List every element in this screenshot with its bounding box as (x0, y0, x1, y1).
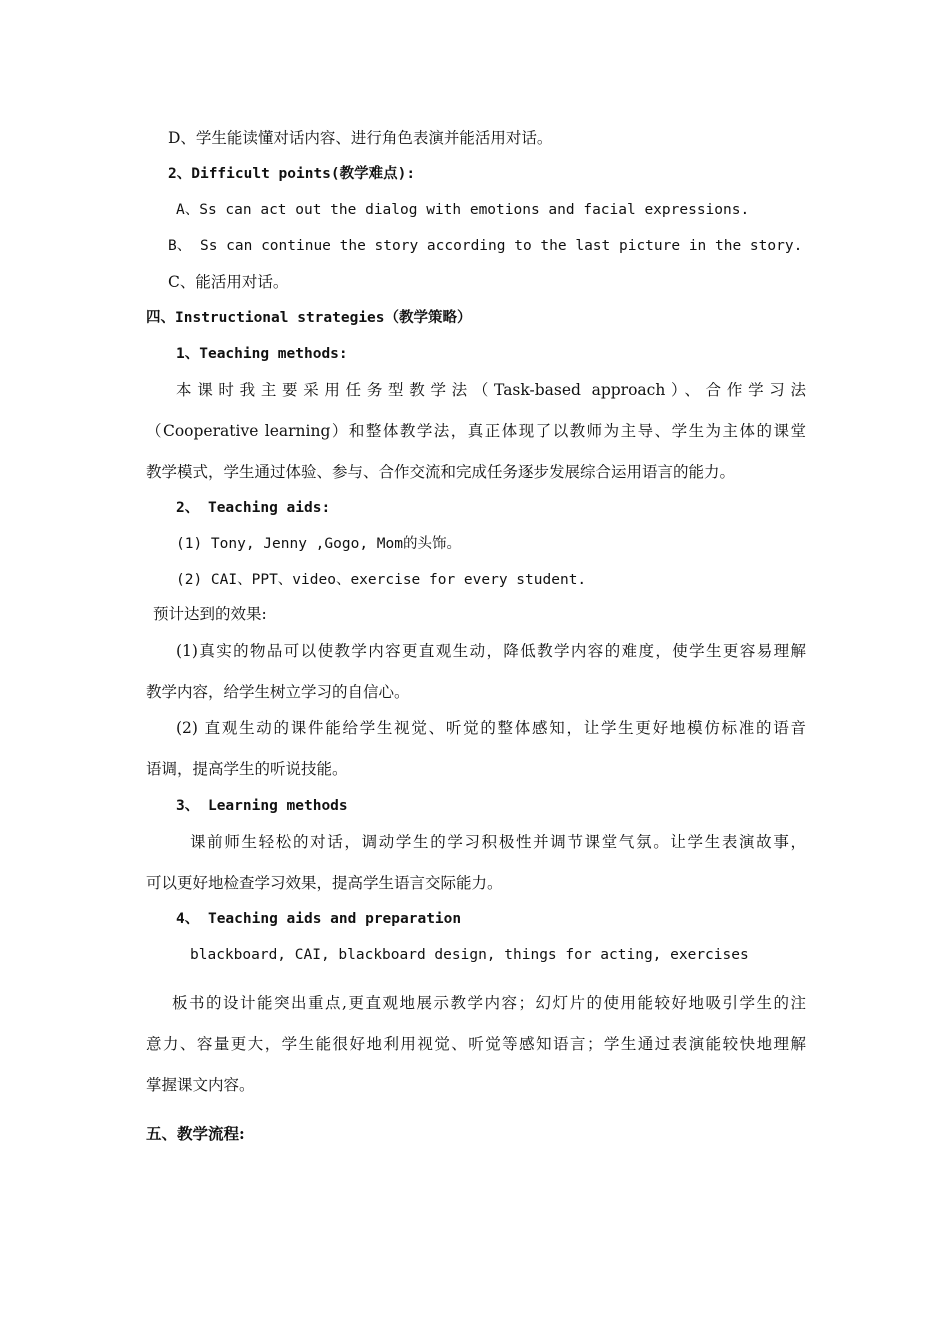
preparation-heading: 4、 Teaching aids and preparation (176, 911, 462, 927)
teaching-aids-item-1: (1) Tony, Jenny ,Gogo, Mom的头饰。 (176, 536, 461, 552)
learning-methods-heading: 3、 Learning methods (176, 798, 348, 814)
teaching-methods-heading: 1、Teaching methods: (176, 346, 348, 362)
teaching-methods-line-2: （Cooperative learning）和整体教学法，真正体现了以教师为主导、学生为主体的课堂 (146, 422, 806, 440)
board-design-line-1: 板书的设计能突出重点,更直观地展示教学内容；幻灯片的使用能较好地吸引学生的注 (172, 994, 806, 1012)
board-design-line-3: 掌握课文内容。 (146, 1076, 255, 1094)
teaching-aids-heading: 2、 Teaching aids: (176, 500, 331, 516)
expected-effect-heading: 预计达到的效果: (153, 605, 267, 623)
teaching-methods-line-3: 教学模式，学生通过体验、参与、合作交流和完成任务逐步发展综合运用语言的能力。 (146, 463, 736, 481)
effect-1-line-2: 教学内容，给学生树立学习的自信心。 (146, 683, 410, 701)
learning-methods-line-2: 可以更好地检查学习效果，提高学生语言交际能力。 (146, 874, 503, 892)
difficult-point-c: C、能活用对话。 (168, 273, 289, 291)
difficult-point-a: A、Ss can act out the dialog with emotions and facial expressions. (176, 202, 750, 218)
effect-1-line-1: (1)真实的物品可以使教学内容更直观生动，降低教学内容的难度，使学生更容易理解 (176, 642, 806, 660)
preparation-items: blackboard, CAI, blackboard design, things for acting, exercises (190, 947, 749, 963)
effect-2-line-1: (2) 直观生动的课件能给学生视觉、听觉的整体感知，让学生更好地模仿标准的语音 (176, 719, 806, 737)
learning-methods-line-1: 课前师生轻松的对话，调动学生的学习积极性并调节课堂气氛。让学生表演故事， (190, 833, 806, 851)
process-heading: 五、教学流程: (146, 1124, 245, 1143)
strategies-heading: 四、Instructional strategies（教学策略） (146, 310, 472, 326)
teaching-methods-line-1: 本课时我主要采用任务型教学法（Task-based approach）、合作学习法 (176, 381, 806, 399)
difficult-points-heading: 2、Difficult points(教学难点): (168, 166, 416, 182)
effect-2-line-2: 语调，提高学生的听说技能。 (146, 760, 348, 778)
teaching-aids-item-2: (2) CAI、PPT、video、exercise for every student. (176, 572, 587, 588)
difficult-point-b: B、 Ss can continue the story according to the last picture in the story. (168, 238, 803, 254)
board-design-line-2: 意力、容量更大，学生能很好地利用视觉、听觉等感知语言；学生通过表演能较快地理解 (146, 1035, 806, 1053)
objective-d: D、学生能读懂对话内容、进行角色表演并能活用对话。 (168, 129, 553, 147)
